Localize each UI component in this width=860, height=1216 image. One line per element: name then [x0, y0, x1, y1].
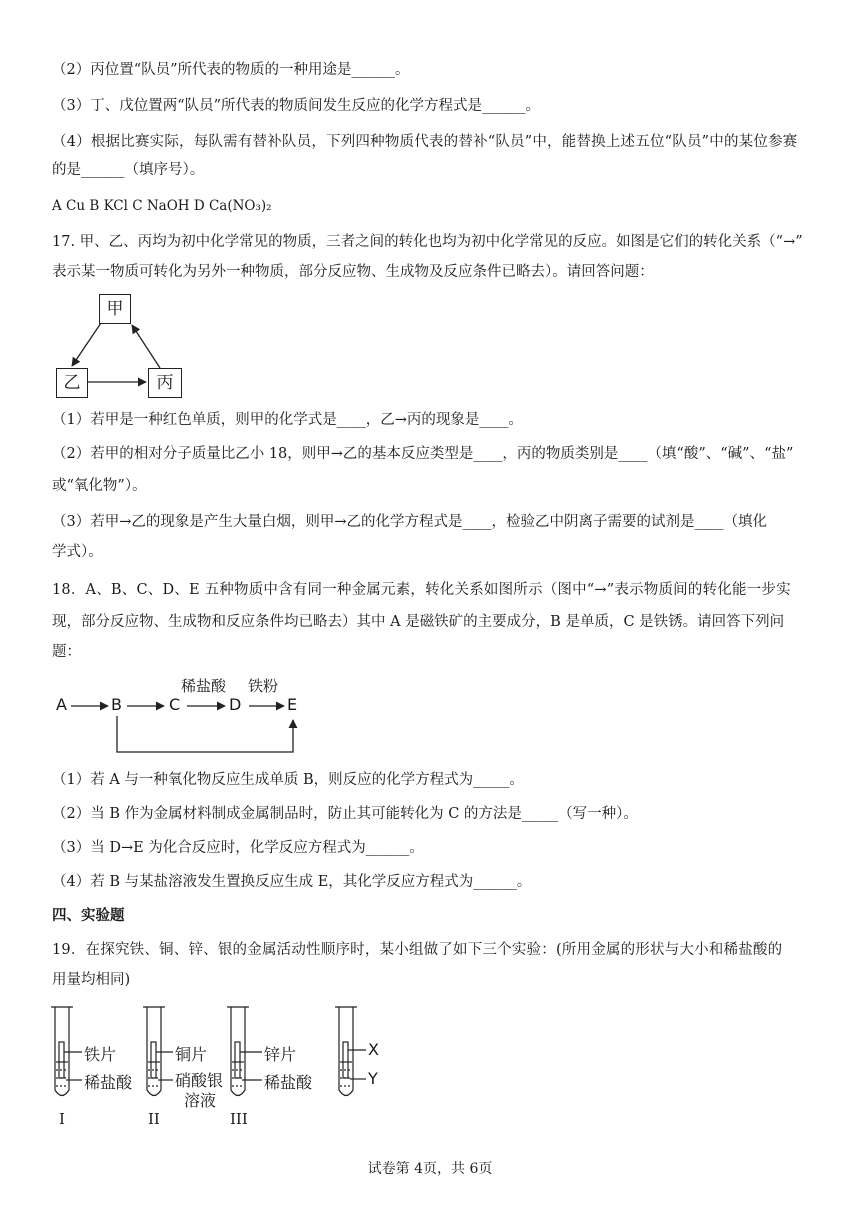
q16-part3: （3）丁、戊位置两“队员”所代表的物质间发生反应的化学方程式是______。: [52, 98, 541, 114]
node-yi: 乙: [56, 368, 88, 398]
tube-2-numeral: II: [148, 1110, 160, 1128]
q18-stem-line2: 现，部分反应物、生成物和反应条件均已略去）其中 A 是磁铁矿的主要成分，B 是单质，C 是铁锈。请回答下列问: [52, 614, 785, 630]
q17-part1: （1）若甲是一种红色单质，则甲的化学式是____，乙→丙的现象是____。: [52, 412, 523, 428]
page-footer: 试卷第 4页，共 6页: [367, 1161, 493, 1177]
tube-4-y-label: Y: [368, 1069, 378, 1088]
q16-part2: （2）丙位置“队员”所代表的物质的一种用途是______。: [52, 62, 410, 78]
q18-part3: （3）当 D→E 为化合反应时，化学反应方程式为______。: [52, 840, 424, 856]
tube-4: [335, 1007, 366, 1096]
reagent-hcl: 稀盐酸: [181, 677, 227, 695]
tube-3-numeral: III: [230, 1110, 248, 1128]
section-title-experiment: 四、实验题: [52, 908, 125, 924]
node-d: D: [229, 695, 242, 714]
tube-2-metal-label: 铜片: [175, 1045, 208, 1064]
arrow-bing-to-jia: [132, 325, 160, 368]
node-jia: 甲: [99, 294, 131, 324]
arrow-b-to-e: [117, 716, 293, 752]
tube-4-x-label: X: [368, 1040, 379, 1059]
node-bing: 丙: [148, 368, 182, 398]
node-a: A: [56, 695, 67, 714]
q19-stem-line1: 19．在探究铁、铜、锌、银的金属活动性顺序时，某小组做了如下三个实验：(所用金属的形状与大小和稀盐酸的: [52, 942, 783, 958]
tube-3: [227, 1007, 262, 1096]
q16-options: A Cu B KCl C NaOH D Ca(NO₃)₂: [52, 198, 272, 214]
q17-part2-line2: 或“氧化物”）。: [52, 478, 147, 494]
tube-1: [51, 1007, 82, 1096]
tube-2-solution-label-1: 硝酸银: [175, 1071, 224, 1090]
q18-part1: （1）若 A 与一种氧化物反应生成单质 B，则反应的化学方程式为_____。: [52, 772, 524, 788]
q19-stem-line2: 用量均相同): [52, 972, 131, 988]
q17-stem-line2: 表示某一物质可转化为另外一种物质，部分反应物、生成物及反应条件已略去）。请回答问题：: [52, 264, 654, 280]
arrow-jia-to-yi: [72, 320, 103, 366]
q18-part2: （2）当 B 作为金属材料制成金属制品时，防止其可能转化为 C 的方法是_____（写一种）。: [52, 806, 638, 822]
q16-part4-line2: 的是______（填序号）。: [52, 162, 205, 178]
node-c: C: [169, 695, 181, 714]
tube-2: [143, 1007, 173, 1096]
tube-1-metal-label: 铁片: [84, 1045, 117, 1064]
tube-2-solution-label-2: 溶液: [184, 1091, 217, 1110]
q17-part3-line2: 学式）。: [52, 544, 103, 560]
node-b: B: [111, 695, 122, 714]
tube-1-numeral: I: [59, 1110, 65, 1128]
q18-stem-line3: 题：: [52, 644, 81, 660]
q17-stem-line1: 17. 甲、乙、丙均为初中化学常见的物质，三者之间的转化也均为初中化学常见的反应。如图是它们的转化关系（“→”: [52, 234, 803, 250]
q16-part4-line1: （4）根据比赛实际，每队需有替补队员，下列四种物质代表的替补“队员”中，能替换上述五位“队员”中的某位参赛: [52, 134, 798, 150]
q18-part4: （4）若 B 与某盐溶液发生置换反应生成 E，其化学反应方程式为______。: [52, 874, 532, 890]
tube-3-solution-label: 稀盐酸: [264, 1073, 313, 1092]
node-e: E: [287, 695, 298, 714]
q17-part2-line1: （2）若甲的相对分子质量比乙小 18，则甲→乙的基本反应类型是____，丙的物质类别是____（填“酸”、“碱”、“盐”: [52, 446, 794, 462]
tube-1-solution-label: 稀盐酸: [84, 1073, 133, 1092]
reagent-iron-powder: 铁粉: [248, 677, 279, 695]
tube-3-metal-label: 锌片: [264, 1045, 297, 1064]
q17-part3-line1: （3）若甲→乙的现象是产生大量白烟，则甲→乙的化学方程式是____，检验乙中阴离子需要的试剂是____（填化: [52, 514, 768, 530]
q18-stem-line1: 18．A、B、C、D、E 五种物质中含有同一种金属元素，转化关系如图所示（图中“→”表示物质间的转化能一步实: [52, 582, 791, 598]
